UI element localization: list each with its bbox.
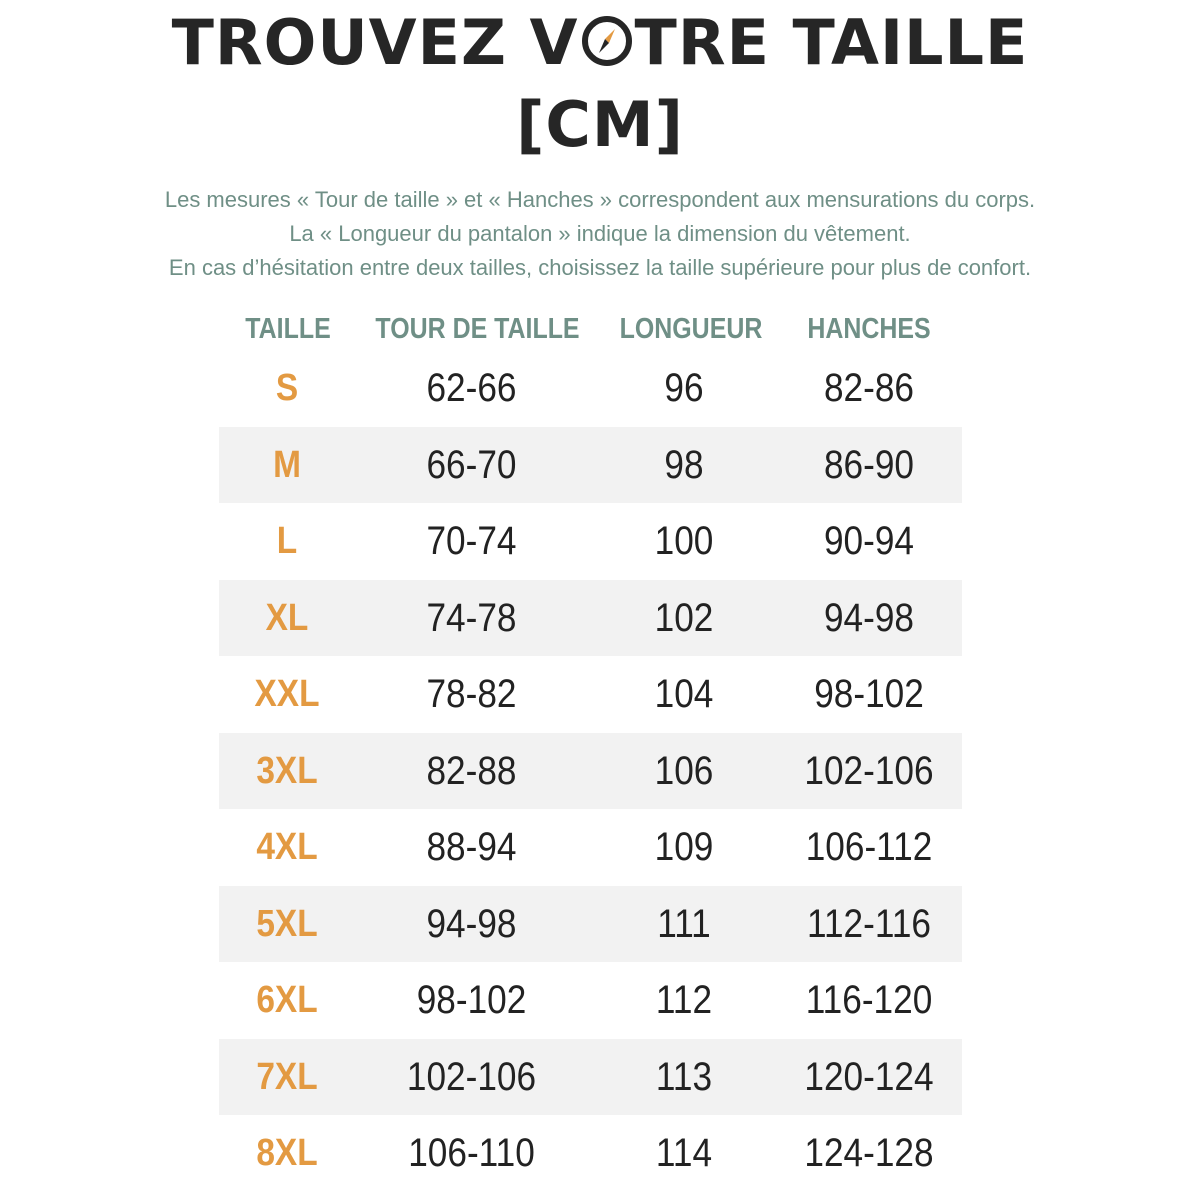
hanches-cell: 90-94 — [823, 519, 915, 563]
tour-de-taille-cell: 102-106 — [406, 1054, 537, 1099]
size-cell: XL — [265, 596, 309, 639]
tour-de-taille-cell: 98-102 — [416, 978, 527, 1022]
tour-de-taille-cell: 66-70 — [426, 442, 517, 487]
hanches-cell: 112-116 — [807, 901, 931, 946]
header-tour-de-taille: TOUR DE TAILLE — [375, 313, 580, 345]
header-hanches: HANCHES — [807, 313, 931, 345]
tour-de-taille-cell: 106-110 — [408, 1131, 535, 1175]
size-cell: 6XL — [256, 979, 318, 1021]
page-title-unit: [CM] — [516, 88, 684, 161]
title-part-2: TRE TAILLE — [634, 6, 1029, 79]
longueur-cell: 102 — [654, 595, 714, 640]
note-line-2: La « Longueur du pantalon » indique la dimension du vêtement. — [289, 221, 911, 246]
table-row — [219, 962, 962, 1039]
note-line-1: Les mesures « Tour de taille » et « Hanches » correspondent aux mensurations du corps. — [164, 187, 1036, 212]
tour-de-taille-cell: 88-94 — [426, 825, 517, 869]
size-cell: 7XL — [256, 1055, 318, 1098]
table-row — [219, 886, 962, 963]
longueur-cell: 106 — [654, 748, 714, 793]
hanches-cell: 98-102 — [814, 672, 924, 716]
compass-icon — [581, 15, 633, 67]
size-cell: 8XL — [256, 1132, 318, 1174]
hanches-cell: 102-106 — [804, 748, 934, 793]
longueur-cell: 113 — [655, 1054, 713, 1099]
header-longueur: LONGUEUR — [619, 313, 763, 345]
tour-de-taille-cell: 78-82 — [426, 672, 517, 716]
table-row — [219, 350, 962, 427]
tour-de-taille-cell: 82-88 — [426, 748, 517, 793]
size-cell: M — [273, 443, 301, 486]
hanches-cell: 106-112 — [805, 825, 933, 869]
hanches-cell: 82-86 — [823, 366, 915, 410]
table-row — [219, 656, 962, 733]
hanches-cell: 86-90 — [823, 442, 915, 487]
longueur-cell: 111 — [657, 901, 711, 946]
table-row — [219, 427, 962, 504]
longueur-cell: 114 — [655, 1131, 713, 1175]
longueur-cell: 96 — [664, 366, 704, 410]
table-row — [219, 503, 962, 580]
size-cell: XXL — [254, 673, 320, 715]
longueur-cell: 109 — [654, 825, 714, 869]
table-row — [219, 1115, 962, 1192]
table-row — [219, 733, 962, 810]
tour-de-taille-cell: 62-66 — [426, 366, 517, 410]
longueur-cell: 104 — [654, 672, 714, 716]
tour-de-taille-cell: 74-78 — [426, 595, 517, 640]
size-cell: L — [276, 520, 298, 562]
size-cell: S — [275, 367, 299, 409]
hanches-cell: 116-120 — [805, 978, 933, 1022]
longueur-cell: 112 — [655, 978, 713, 1022]
tour-de-taille-cell: 70-74 — [426, 519, 517, 563]
table-row — [219, 809, 962, 886]
note-line-3: En cas d’hésitation entre deux tailles, choisissez la taille supérieure pour plus de confort. — [168, 255, 1032, 280]
size-cell: 5XL — [256, 902, 318, 945]
page-title — [0, 6, 1200, 79]
tour-de-taille-cell: 94-98 — [426, 901, 517, 946]
title-part-1: TROUVEZ V — [171, 6, 579, 79]
hanches-cell: 124-128 — [804, 1131, 934, 1175]
header-taille: TAILLE — [245, 313, 331, 345]
table-row — [219, 580, 962, 657]
hanches-cell: 94-98 — [823, 595, 915, 640]
longueur-cell: 98 — [664, 442, 704, 487]
size-cell: 4XL — [256, 826, 318, 868]
table-row — [219, 1039, 962, 1116]
size-table — [219, 350, 962, 1192]
hanches-cell: 120-124 — [804, 1054, 934, 1099]
longueur-cell: 100 — [654, 519, 714, 563]
size-cell: 3XL — [256, 749, 318, 792]
